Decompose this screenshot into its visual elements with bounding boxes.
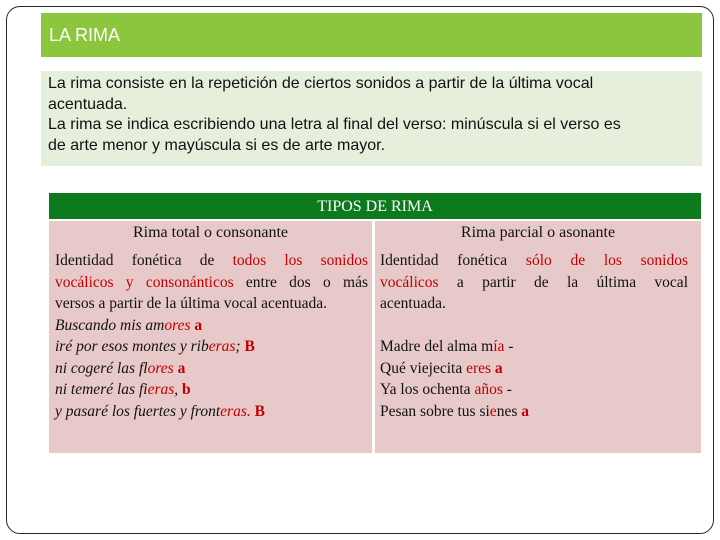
intro-line-3: La rima se indica escribiendo una letra al final del verso: minúscula si el verso es: [48, 116, 621, 133]
header-rima-parcial: Rima parcial o asonante: [375, 219, 701, 246]
spacer: [380, 315, 688, 337]
intro-text-box: [41, 71, 702, 166]
header-rima-total: Rima total o consonante: [49, 219, 372, 246]
verse-text: Ya los ochenta: [380, 381, 475, 398]
definition-text: entre dos o más: [233, 273, 368, 291]
poem-verse: [55, 379, 368, 401]
slide-title: LA RIMA: [41, 13, 702, 57]
poem-verse: [380, 379, 688, 401]
rhyme-sound: eras: [208, 338, 236, 355]
rhyme-letter: a: [494, 359, 503, 377]
poem-verse: [380, 401, 688, 423]
verse-punct: ;: [235, 338, 245, 355]
poem-verse: [55, 336, 368, 358]
rhyme-letter: a: [194, 316, 203, 334]
table-title: TIPOS DE RIMA: [49, 193, 701, 219]
rhyme-letter: a: [177, 359, 186, 377]
verse-text: Pesan sobre tus si: [380, 402, 490, 420]
rhyme-letter: a: [521, 402, 529, 420]
verse-text: Madre del alma m: [380, 338, 494, 355]
verse-text: ni temeré las fi: [55, 381, 148, 398]
poem-consonante: [55, 315, 368, 423]
intro-line-4: de arte menor y mayúscula si es de arte mayor.: [48, 136, 386, 154]
verse-punct: -: [502, 381, 512, 398]
verse-text: y pasaré los fuertes y front: [55, 402, 221, 420]
rhyme-sound: eras: [147, 381, 175, 398]
rhyme-letter: B: [254, 402, 265, 420]
poem-verse: [380, 336, 688, 358]
definition-line-3: acentuada.: [380, 295, 446, 312]
verse-text: ni cogeré las fl: [55, 359, 148, 377]
rhyme-sound: e: [489, 402, 497, 420]
poem-asonante: [380, 336, 688, 422]
definition-line-2: [380, 272, 688, 294]
rhyme-sound: años: [474, 381, 503, 398]
rhyme-letter: B: [244, 338, 255, 355]
verse-text: Buscando mis am: [55, 316, 165, 334]
definition-highlight: vocálicos y consonánticos: [55, 273, 234, 291]
definition-highlight: vocálicos: [380, 273, 439, 291]
definition-highlight: todos los sonidos: [232, 252, 368, 269]
verse-text: Qué viejecita: [380, 359, 467, 377]
poem-verse: [380, 358, 688, 380]
definition-line-1: [380, 250, 688, 272]
rhyme-sound: ores: [164, 316, 191, 334]
rhyme-types-table: [49, 193, 701, 453]
poem-verse: [55, 315, 368, 337]
intro-line-2: acentuada.: [48, 95, 128, 113]
poem-verse: [55, 358, 368, 380]
rhyme-sound: eras.: [220, 402, 251, 420]
verse-punct: nes: [496, 402, 522, 420]
rhyme-sound: ía: [493, 338, 505, 355]
intro-line-1: La rima consiste en la repetición de ciertos sonidos a partir de la última vocal: [48, 75, 594, 92]
verse-text: iré por esos montes y rib: [55, 338, 209, 355]
definition-highlight: sólo de los sonidos: [525, 252, 688, 269]
verse-punct: -: [504, 338, 514, 355]
definition-line-2: [55, 272, 368, 294]
cell-rima-total: [49, 246, 372, 453]
definition-text: Identidad fonética: [380, 252, 526, 269]
rhyme-sound: ores: [147, 359, 174, 377]
poem-verse: [55, 401, 368, 423]
definition-text: Identidad fonética de: [55, 252, 233, 269]
verse-punct: ,: [174, 381, 183, 398]
rhyme-sound: eres: [466, 359, 492, 377]
definition-text: a partir de la última vocal: [438, 273, 688, 291]
rhyme-letter: b: [182, 381, 191, 398]
cell-rima-parcial: [375, 246, 701, 453]
definition-line-1: [55, 250, 368, 272]
definition-line-3: versos a partir de la última vocal acentuada.: [55, 295, 327, 312]
